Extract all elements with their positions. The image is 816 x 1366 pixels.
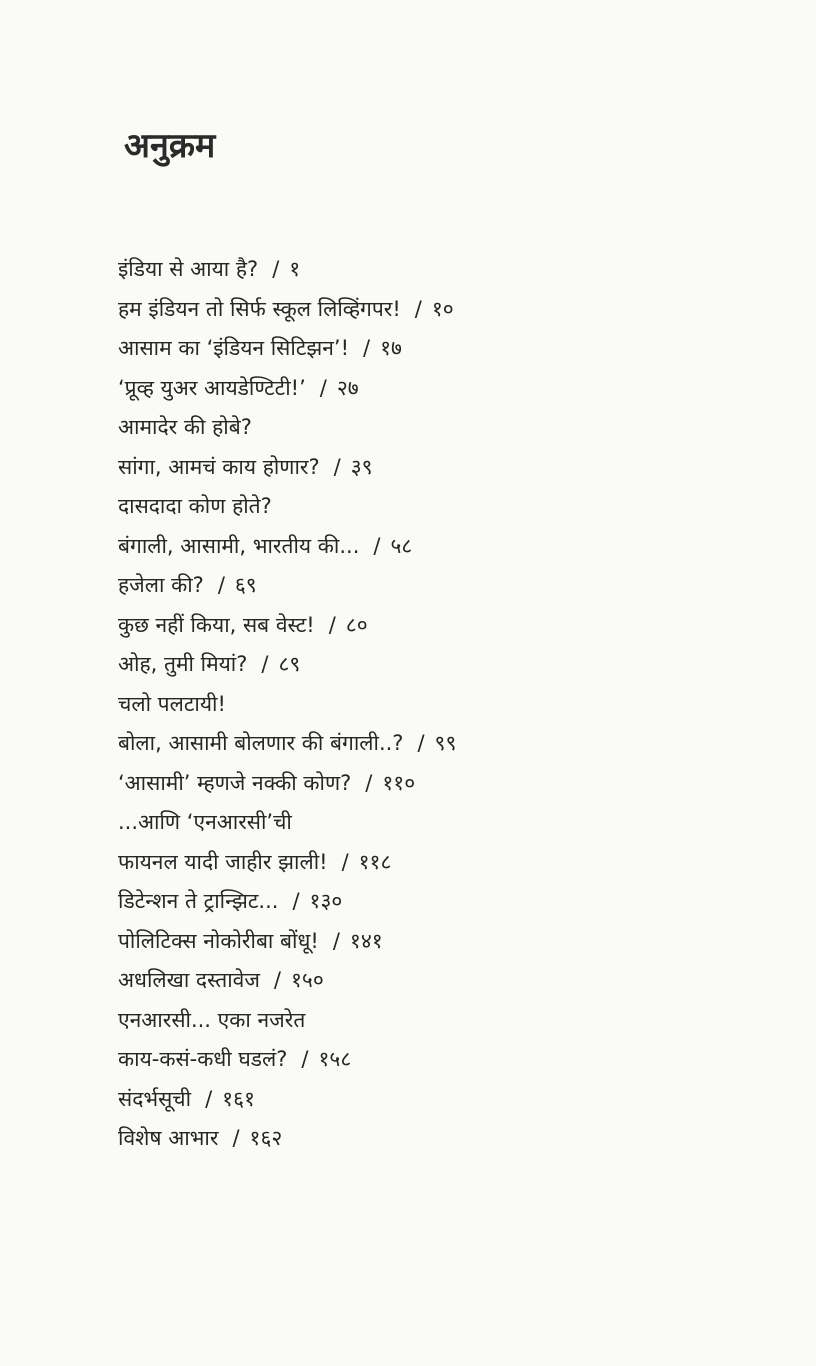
toc-entry-title: बोला, आसामी बोलणार की बंगाली..? (118, 731, 404, 755)
toc-entry-page: १३० (309, 889, 343, 913)
toc-separator: / (363, 336, 371, 360)
toc-entry (118, 1080, 758, 1120)
toc-separator: / (328, 612, 336, 637)
toc-entry (118, 764, 758, 804)
toc-entry (118, 606, 758, 646)
toc-entry (118, 803, 758, 843)
toc-separator: / (373, 533, 381, 558)
toc-entry-page: ८९ (278, 652, 301, 676)
toc-entry-title: ‘आसामी’ म्हणजे नक्की कोण? (118, 770, 352, 795)
toc-entry-title: पोलिटिक्स नोकोरीबा बोंधू! (118, 928, 319, 953)
toc-entry-page: १७ (380, 336, 402, 360)
toc-entry-title: ‘प्रूव्ह युअर आयडेण्टिटी!’ (118, 375, 306, 400)
toc-entry (118, 961, 758, 1001)
table-of-contents (118, 250, 758, 1159)
toc-entry-title: ओह, तुमी मियां? (118, 652, 248, 676)
toc-entry (118, 1119, 758, 1159)
toc-separator: / (414, 296, 422, 321)
toc-entry (118, 487, 758, 527)
toc-entry-title: आमादेर की होबे? (118, 415, 252, 439)
toc-entry-page: २७ (336, 375, 359, 400)
toc-entry (118, 1040, 758, 1080)
toc-entry-title: अधलिखा दस्तावेज (118, 968, 260, 992)
toc-entry (118, 685, 758, 725)
toc-entry-page: १४१ (349, 928, 383, 953)
toc-entry-title: चलो पलटायी! (118, 691, 226, 716)
toc-entry (118, 1001, 758, 1041)
toc-entry-page: ६९ (234, 573, 257, 597)
toc-separator: / (261, 652, 269, 676)
toc-entry (118, 645, 758, 685)
toc-entry (118, 290, 758, 330)
toc-separator: / (232, 1126, 240, 1150)
toc-entry-title: फायनल यादी जाहीर झाली! (118, 849, 328, 874)
toc-entry-title: एनआरसी... एका नजरेत (118, 1007, 306, 1032)
toc-separator: / (319, 375, 327, 400)
toc-entry (118, 566, 758, 606)
toc-entry-page: १६१ (222, 1086, 255, 1111)
toc-separator: / (272, 257, 280, 281)
toc-entry-page: १५० (291, 968, 324, 992)
toc-entry (118, 408, 758, 448)
toc-entry (118, 843, 758, 883)
page-title: अनुक्रम (124, 126, 216, 166)
toc-entry-title: ...आणि ‘एनआरसी’ची (118, 810, 292, 834)
toc-separator: / (273, 968, 281, 992)
toc-entry-title: सांगा, आमचं काय होणार? (118, 454, 320, 479)
toc-entry-title: हम इंडियन तो सिर्फ स्कूल लिव्हिंगपर! (118, 296, 401, 321)
toc-entry (118, 882, 758, 922)
toc-entry-page: ९९ (434, 731, 457, 755)
toc-entry-title: इंडिया से आया है? (118, 257, 259, 281)
toc-entry-page: ३९ (350, 454, 373, 479)
toc-entry (118, 329, 758, 369)
toc-entry-title: हजेला की? (118, 573, 204, 597)
toc-entry-page: १० (431, 296, 454, 321)
toc-entry (118, 250, 758, 290)
toc-entry (118, 922, 758, 962)
toc-entry-page: ८० (345, 612, 368, 637)
toc-entry-page: ११८ (358, 849, 392, 874)
toc-separator: / (365, 770, 373, 795)
toc-separator: / (301, 1047, 309, 1071)
toc-entry (118, 724, 758, 764)
toc-entry-page: १५८ (318, 1047, 352, 1071)
toc-entry-title: काय-कसं-कधी घडलं? (118, 1047, 288, 1071)
toc-entry (118, 369, 758, 409)
toc-separator: / (205, 1086, 213, 1111)
toc-entry-title: बंगाली, आसामी, भारतीय की... (118, 533, 360, 558)
toc-separator: / (332, 928, 340, 953)
toc-entry-page: ११० (382, 770, 416, 795)
toc-separator: / (341, 849, 349, 874)
toc-entry-page: ५८ (390, 533, 413, 558)
toc-separator: / (417, 731, 425, 755)
toc-separator: / (292, 889, 300, 913)
toc-separator: / (333, 454, 341, 479)
toc-entry-title: दासदादा कोण होते? (118, 494, 272, 518)
toc-entry-page: १ (289, 257, 301, 281)
toc-entry-title: कुछ नहीं किया, सब वेस्ट! (118, 612, 315, 637)
toc-entry-title: संदर्भसूची (118, 1086, 192, 1111)
toc-entry-page: १६२ (249, 1126, 283, 1150)
toc-entry (118, 448, 758, 488)
toc-entry (118, 527, 758, 567)
toc-separator: / (217, 573, 225, 597)
toc-entry-title: विशेष आभार (118, 1126, 219, 1150)
toc-entry-title: डिटेन्शन ते ट्रान्झिट... (118, 889, 279, 913)
toc-entry-title: आसाम का ‘इंडियन सिटिझन’! (118, 336, 350, 360)
